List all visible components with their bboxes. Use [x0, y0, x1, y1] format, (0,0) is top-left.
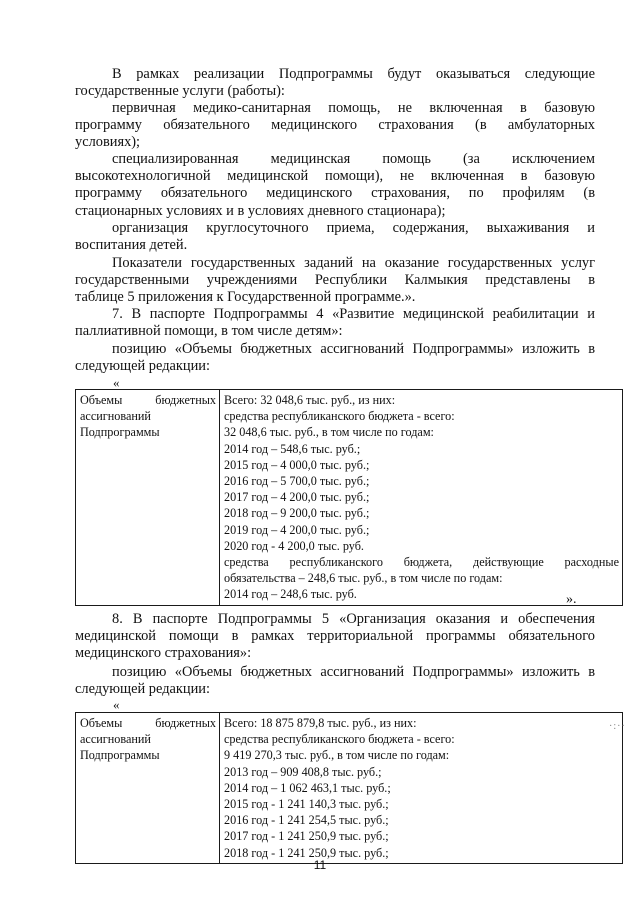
label-line: ассигнований [80, 732, 151, 747]
value-line: 2015 год – 4 000,0 тыс. руб.; [224, 457, 370, 472]
paragraph-item-8 [75, 611, 595, 663]
value-line: 2014 год – 1 062 463,1 тыс. руб.; [224, 780, 391, 795]
scan-artifact-mark: ·:·· [609, 721, 626, 732]
table-value-cell [220, 390, 623, 606]
text-line: позицию «Объемы бюджетных ассигнований Подпрограммы» изложить в [112, 664, 595, 680]
text-line: медицинской помощи в рамках территориальной программы обязательного [75, 628, 595, 645]
opening-quote: « [113, 697, 120, 712]
budget-table-subprogram-4 [75, 389, 623, 606]
text-line: паллиативной помощи, в том числе детям»: [75, 323, 343, 340]
text-line: 8. В паспорте Подпрограммы 5 «Организация оказания и обеспечения [112, 611, 595, 627]
closing-quote: ». [566, 592, 577, 607]
paragraph-service-2 [75, 151, 595, 220]
text-line: следующей редакции: [75, 358, 210, 375]
budget-table-subprogram-5 [75, 712, 623, 864]
value-line: 2017 год – 4 200,0 тыс. руб.; [224, 490, 370, 505]
paragraph-indicators [75, 255, 595, 307]
value-line: 2018 год – 9 200,0 тыс. руб.; [224, 506, 370, 521]
value-line: 2017 год - 1 241 250,9 тыс. руб.; [224, 829, 389, 844]
paragraph-item-7 [75, 306, 595, 340]
opening-quote: « [113, 375, 120, 390]
value-line: средства республиканского бюджета, действующие расходные [224, 555, 619, 570]
text-line: первичная медико-санитарная помощь, не включенная в базовую [112, 100, 595, 116]
value-line: 2019 год – 4 200,0 тыс. руб.; [224, 522, 370, 537]
text-line: специализированная медицинская помощь (за исключением [112, 151, 595, 167]
value-line: обязательства – 248,6 тыс. руб., в том числе по годам: [224, 571, 503, 586]
table-row [76, 713, 623, 864]
table-label-cell [76, 713, 220, 864]
value-line: 2016 год – 5 700,0 тыс. руб.; [224, 474, 370, 489]
value-line: 2015 год - 1 241 140,3 тыс. руб.; [224, 797, 389, 812]
paragraph-item-7-position [75, 341, 595, 375]
text-line: государственные услуги (работы): [75, 83, 285, 100]
value-line: 2016 год - 1 241 254,5 тыс. руб.; [224, 813, 389, 828]
value-line: 2018 год - 1 241 250,9 тыс. руб.; [224, 845, 389, 860]
value-line: 9 419 270,3 тыс. руб., в том числе по годам: [224, 748, 450, 763]
value-line: 32 048,6 тыс. руб., в том числе по годам: [224, 425, 434, 440]
text-line: таблице 5 приложения к Государственной программе.». [75, 289, 416, 306]
text-line: В рамках реализации Подпрограммы будут оказываться следующие [112, 66, 595, 82]
text-line: условиях); [75, 134, 141, 151]
label-line: Объемы бюджетных [80, 393, 216, 407]
text-line: 7. В паспорте Подпрограммы 4 «Развитие медицинской реабилитации и [112, 306, 595, 322]
value-line: средства республиканского бюджета - всего: [224, 409, 455, 424]
table-row [76, 390, 623, 606]
text-line: программу обязательного медицинского страхования (в амбулаторных [75, 117, 595, 134]
label-line: Объемы бюджетных [80, 716, 216, 730]
paragraph-services-intro [75, 66, 595, 100]
paragraph-item-8-position [75, 664, 595, 698]
value-line: 2020 год - 4 200,0 тыс. руб. [224, 538, 364, 553]
label-line: ассигнований [80, 409, 151, 424]
table-label-cell [76, 390, 220, 606]
text-line: государственными учреждениями Республики Калмыкия представлены в [75, 272, 595, 289]
text-line: Показатели государственных заданий на оказание государственных услуг [112, 255, 595, 271]
paragraph-service-1 [75, 100, 595, 152]
text-line: медицинского страхования»: [75, 645, 252, 662]
paragraph-service-3 [75, 220, 595, 254]
value-line: 2013 год – 909 408,8 тыс. руб.; [224, 764, 382, 779]
page-number: 11 [313, 858, 327, 872]
text-line: высокотехнологичной медицинской помощи), не включенная в базовую [75, 168, 595, 185]
value-line: 2014 год – 248,6 тыс. руб. [224, 587, 357, 602]
value-line: Всего: 32 048,6 тыс. руб., из них: [224, 393, 396, 407]
text-line: организация круглосуточного приема, содержания, выхаживания и [112, 220, 595, 236]
value-line: 2014 год – 548,6 тыс. руб.; [224, 441, 361, 456]
text-line: следующей редакции: [75, 681, 210, 698]
label-line: Подпрограммы [80, 748, 160, 763]
table-value-cell [220, 713, 623, 864]
value-line: средства республиканского бюджета - всего: [224, 732, 455, 747]
label-line: Подпрограммы [80, 425, 160, 440]
text-line: воспитания детей. [75, 237, 188, 254]
value-line: Всего: 18 875 879,8 тыс. руб., из них: [224, 716, 417, 730]
text-line: программу обязательного медицинского страхования, по профилям (в [75, 185, 595, 202]
text-line: стационарных условиях и в условиях дневного стационара); [75, 202, 446, 219]
text-line: позицию «Объемы бюджетных ассигнований Подпрограммы» изложить в [112, 341, 595, 357]
